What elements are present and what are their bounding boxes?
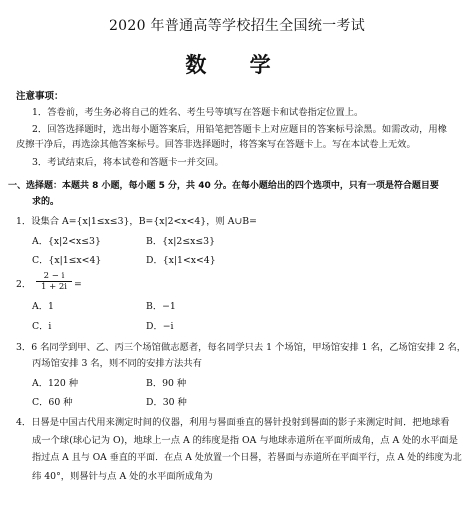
section-1-heading: 一、选择题：本题共 8 小题，每小题 5 分，共 40 分。在每小题给出的四个选项中，只有一项是符合题目要 bbox=[8, 181, 439, 191]
fraction-denominator: 1 + 2i bbox=[40, 282, 68, 292]
question-3-line-1: 3．6 名同学到甲、乙、丙三个场馆做志愿者，每名同学只去 1 个场馆，甲场馆安排 1 名，乙场馆安排 2 名， bbox=[16, 342, 467, 353]
question-4-line-1: 4．日晷是中国古代用来测定时间的仪器，利用与晷面垂直的晷针投射到晷面的影子来测定时间．把地球看 bbox=[16, 417, 450, 428]
question-1-stem: 1．设集合 A={x|1≤x≤3}，B={x|2<x<4}，则 A∪B= bbox=[16, 216, 257, 227]
notice-item-2-line-1: 2．回答选择题时，选出每小题答案后，用铅笔把答题卡上对应题目的答案标号涂黑。如需改动，用橡 bbox=[32, 124, 447, 135]
question-2-option-c: C．i bbox=[32, 321, 52, 332]
question-4-line-4: 纬 40°，则晷针与点 A 处的水平面所成角为 bbox=[32, 471, 213, 482]
question-4-line-3: 指过点 A 且与 OA 垂直的平面．在点 A 处放置一个日晷，若晷面与赤道所在平面平行，点 A 处的纬度为北 bbox=[32, 453, 462, 463]
question-2-option-d: D．−i bbox=[146, 321, 174, 332]
question-2-option-b: B．−1 bbox=[146, 301, 176, 312]
question-2-fraction bbox=[36, 271, 72, 292]
question-1-option-c: C．{x|1≤x<4} bbox=[32, 255, 102, 266]
notice-item-3: 3．考试结束后，将本试卷和答题卡一并交回。 bbox=[32, 157, 224, 168]
question-3-option-d: D．30 种 bbox=[146, 397, 187, 408]
notice-item-1: 1．答卷前，考生务必将自己的姓名、考生号等填写在答题卡和试卷指定位置上。 bbox=[32, 107, 364, 118]
question-2-equals: = bbox=[74, 279, 82, 290]
exam-title: 2020 年普通高等学校招生全国统一考试 bbox=[108, 18, 366, 34]
question-2-number: 2． bbox=[16, 279, 32, 290]
question-1-option-a: A．{x|2<x≤3} bbox=[32, 236, 101, 247]
fraction-numerator: 2 − i bbox=[36, 271, 72, 282]
question-3-option-b: B．90 种 bbox=[146, 378, 187, 389]
notice-item-2-line-2: 皮擦干净后，再选涂其他答案标号。回答非选择题时，将答案写在答题卡上。写在本试卷上无效。 bbox=[16, 139, 416, 150]
question-1-option-d: D．{x|1<x<4} bbox=[146, 255, 216, 266]
question-2-option-a: A．1 bbox=[32, 301, 54, 312]
question-3-option-a: A．120 种 bbox=[32, 378, 79, 389]
question-4-line-2: 成一个球(球心记为 O)，地球上一点 A 的纬度是指 OA 与地球赤道所在平面所成角，点 A 处的水平面是 bbox=[32, 435, 458, 446]
question-1-option-b: B．{x|2≤x≤3} bbox=[146, 236, 215, 247]
notice-heading: 注意事项： bbox=[16, 91, 64, 102]
section-1-heading-cont: 求的。 bbox=[32, 197, 60, 207]
question-3-option-c: C．60 种 bbox=[32, 397, 73, 408]
subject-heading: 数 学 bbox=[185, 53, 289, 77]
question-3-line-2: 丙场馆安排 3 名，则不同的安排方法共有 bbox=[32, 358, 202, 369]
